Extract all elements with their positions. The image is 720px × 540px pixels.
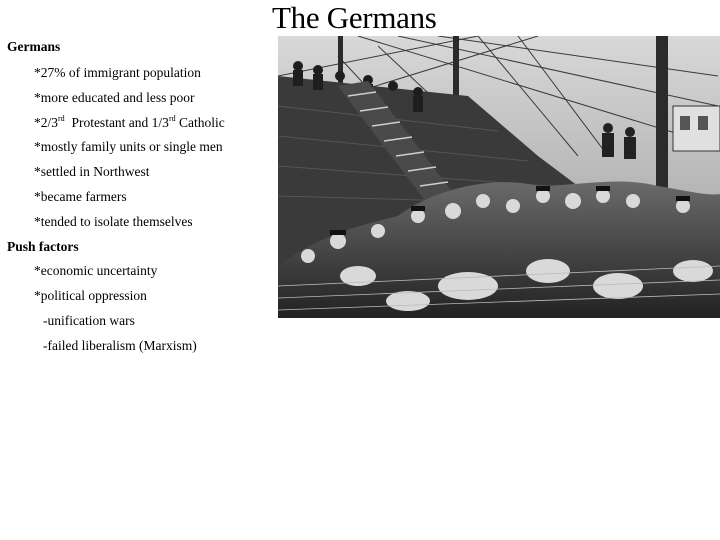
bullet-item: *tended to isolate themselves — [34, 214, 193, 229]
bullet-item: *political oppression — [34, 288, 147, 303]
sub-bullet-item: -failed liberalism (Marxism) — [43, 338, 197, 353]
bullet-item-religion — [34, 114, 225, 132]
emigrant-ship-engraving — [278, 36, 720, 318]
superscript: rd — [168, 114, 176, 123]
engraving-illustration — [278, 36, 720, 318]
bullet-item: *economic uncertainty — [34, 263, 158, 278]
section-heading-germans: Germans — [7, 39, 61, 54]
bullet-item: *27% of immigrant population — [34, 65, 201, 80]
bullet-item: *more educated and less poor — [34, 90, 195, 105]
bullet-item: *settled in Northwest — [34, 164, 150, 179]
religion-text-c: Catholic — [175, 115, 225, 130]
slide-title: The Germans — [272, 0, 437, 35]
section-heading-push-factors: Push factors — [7, 239, 79, 254]
superscript: rd — [58, 114, 65, 123]
sub-bullet-item: -unification wars — [43, 313, 135, 328]
religion-text-a: *2/3 — [34, 115, 59, 130]
bullet-item: *became farmers — [34, 189, 127, 204]
religion-text-b: Protestant and 1/3 — [64, 115, 169, 130]
bullet-item: *mostly family units or single men — [34, 139, 223, 154]
